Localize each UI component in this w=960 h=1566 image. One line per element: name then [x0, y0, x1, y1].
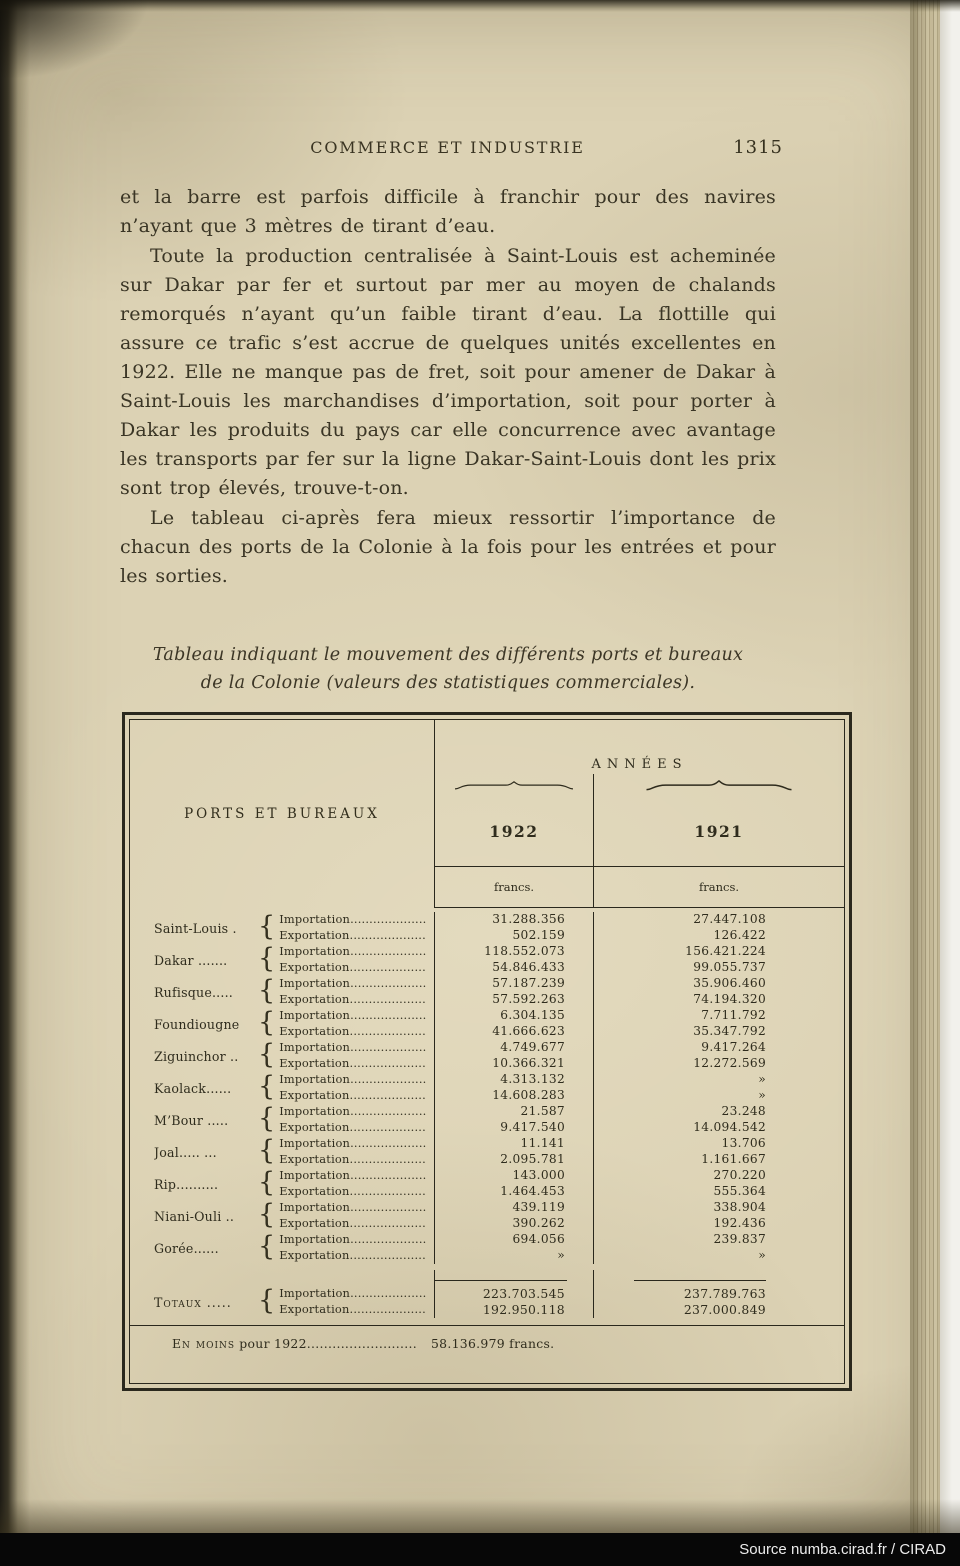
importation-value-1922: 11.141 — [520, 1136, 565, 1150]
exportation-value-1921: » — [758, 1087, 766, 1102]
port-cell — [130, 1232, 435, 1264]
importation-value-1921: 9.417.264 — [701, 1040, 766, 1054]
table-footer — [130, 1326, 844, 1355]
brace-decoration: { — [258, 911, 276, 942]
paragraph: Le tableau ci-après fera mieux ressortir l’importance de chacun des ports de la Colonie à la fois pour les entrées et pour les sorties. — [120, 507, 776, 587]
importation-label: Importation.................... — [279, 1286, 427, 1301]
value-cell-1922 — [435, 1286, 593, 1318]
value-cell-1922 — [435, 1136, 593, 1168]
exportation-value-1921: 35.347.792 — [693, 1023, 766, 1038]
exportation-value-1921: 14.094.542 — [693, 1119, 766, 1134]
running-title: COMMERCE ET INDUSTRIE — [310, 138, 585, 157]
value-cell-1922 — [435, 1104, 593, 1136]
years-header: ANNÉES — [591, 757, 688, 772]
footer-leader-dots: .......................... — [306, 1336, 417, 1351]
value-cell-1921 — [593, 1168, 844, 1200]
importation-value-1921: 27.447.108 — [693, 912, 766, 926]
brace-decoration: { — [258, 1039, 276, 1070]
importation-value-1921: 35.906.460 — [693, 976, 766, 990]
years-header-area — [435, 720, 844, 908]
value-cell-1922 — [435, 976, 593, 1008]
importation-label: Importation.................... — [279, 1040, 427, 1055]
importation-value-1921: » — [758, 1072, 766, 1086]
statistics-table — [122, 712, 852, 1391]
exportation-label: Exportation.................... — [279, 1152, 426, 1166]
port-name: Saint-Louis . — [154, 920, 237, 936]
importation-value-1922: 4.313.132 — [500, 1072, 565, 1086]
source-attribution: Source numba.cirad.fr / CIRAD — [739, 1541, 946, 1558]
importation-value-1922: 694.056 — [512, 1232, 565, 1246]
flow-labels — [279, 1232, 434, 1263]
port-name: M’Bour ..... — [154, 1112, 229, 1128]
port-cell — [130, 1104, 435, 1136]
table-body — [130, 908, 844, 1264]
source-bar — [0, 1533, 960, 1566]
value-cell-1922 — [435, 1232, 593, 1264]
port-cell — [130, 1136, 435, 1168]
value-cell-1922 — [435, 944, 593, 976]
importation-label: Importation.................... — [279, 1008, 427, 1023]
importation-label: Importation.................... — [279, 976, 427, 991]
exportation-value-1921: 555.364 — [713, 1183, 766, 1198]
exportation-value-1922: 14.608.283 — [492, 1087, 565, 1102]
value-cell-1921 — [593, 1072, 844, 1104]
brace-decoration: { — [258, 943, 276, 974]
brace-decoration: { — [258, 1071, 276, 1102]
table-row — [130, 1104, 844, 1136]
port-cell — [130, 1200, 435, 1232]
value-cell-1922 — [435, 1168, 593, 1200]
table-row — [130, 1286, 844, 1318]
exportation-value-1922: 1.464.453 — [500, 1183, 565, 1198]
table-row — [130, 1072, 844, 1104]
port-cell — [130, 1008, 435, 1040]
value-cell-1921 — [593, 976, 844, 1008]
flow-labels — [279, 1136, 434, 1167]
exportation-label: Exportation.................... — [279, 1024, 426, 1038]
importation-value-1921: 239.837 — [713, 1232, 766, 1246]
importation-value-1921: 338.904 — [713, 1200, 766, 1214]
value-cell-1921 — [593, 1136, 844, 1168]
port-name: Dakar ....... — [154, 952, 228, 968]
caption-line: Tableau indiquant le mouvement des différents ports et bureaux — [152, 645, 744, 665]
exportation-label: Exportation.................... — [279, 992, 426, 1006]
table-caption — [110, 641, 786, 697]
exportation-value-1922: 502.159 — [512, 927, 565, 942]
importation-value-1922: 118.552.073 — [484, 944, 565, 958]
totals-separator-row — [130, 1270, 844, 1286]
unit-label-1922: francs. — [493, 880, 534, 894]
importation-label: Importation.................... — [279, 1232, 427, 1247]
port-name: Foundiougne — [154, 1016, 240, 1032]
exportation-label: Exportation.................... — [279, 1088, 426, 1102]
exportation-value-1922: 57.592.263 — [492, 991, 565, 1006]
table-row — [130, 1040, 844, 1072]
year-brace-ornament — [644, 780, 794, 791]
importation-label: Importation.................... — [279, 1168, 427, 1183]
value-cell-1922 — [435, 1072, 593, 1104]
brace-decoration: { — [258, 1231, 276, 1262]
flow-labels — [279, 976, 434, 1007]
paragraph: et la barre est parfois difficile à franchir pour des navires n’ayant que 3 mètres de tirant d’eau. — [120, 186, 776, 237]
importation-value-1922: 143.000 — [512, 1168, 565, 1182]
table-row — [130, 1168, 844, 1200]
flow-labels — [279, 944, 434, 975]
flow-labels — [279, 1104, 434, 1135]
exportation-label: Exportation.................... — [279, 1120, 426, 1134]
table-row — [130, 1136, 844, 1168]
exportation-label: Exportation.................... — [279, 1216, 426, 1230]
body-text — [120, 183, 776, 592]
flow-labels — [279, 1008, 434, 1039]
value-cell-1921 — [593, 1232, 844, 1264]
page-number: 1315 — [733, 137, 783, 158]
flow-labels — [279, 1168, 434, 1199]
importation-value-1921: 23.248 — [721, 1104, 766, 1118]
caption-line: de la Colonie (valeurs des statistiques commerciales). — [200, 673, 696, 693]
port-name: Gorée...... — [154, 1240, 219, 1256]
port-cell — [130, 1040, 435, 1072]
exportation-value-1922: 41.666.623 — [492, 1023, 565, 1038]
exportation-label: Exportation.................... — [279, 1056, 426, 1070]
port-cell — [130, 1072, 435, 1104]
value-cell-1922 — [435, 912, 593, 944]
brace-decoration: { — [258, 1007, 276, 1038]
value-cell-1922 — [435, 1040, 593, 1072]
importation-value-1921: 156.421.224 — [685, 944, 766, 958]
port-name: Totaux ..... — [154, 1294, 232, 1310]
value-cell-1922 — [435, 1008, 593, 1040]
exportation-label: Exportation.................... — [279, 1184, 426, 1198]
exportation-value-1921: 1.161.667 — [701, 1151, 766, 1166]
importation-value-1921: 7.711.792 — [701, 1008, 766, 1022]
port-cell — [130, 944, 435, 976]
brace-decoration: { — [258, 1135, 276, 1166]
footer-prefix: En moins — [172, 1336, 236, 1351]
table-row — [130, 912, 844, 944]
flow-labels — [279, 912, 434, 943]
table-inner-frame — [129, 719, 845, 1384]
importation-value-1921: 270.220 — [713, 1168, 766, 1182]
port-cell — [130, 1286, 435, 1318]
port-cell — [130, 912, 435, 944]
port-name: Niani-Ouli .. — [154, 1208, 235, 1224]
footer-value: 58.136.979 francs. — [431, 1336, 555, 1351]
totals-row-slot — [130, 1286, 844, 1318]
flow-labels — [279, 1072, 434, 1103]
importation-value-1922: 21.587 — [520, 1104, 565, 1118]
exportation-label: Exportation.................... — [279, 928, 426, 942]
importation-label: Importation.................... — [279, 912, 427, 927]
port-name: Ziguinchor .. — [154, 1048, 239, 1064]
value-cell-1921 — [593, 1286, 844, 1318]
exportation-value-1922: 192.950.118 — [482, 1301, 565, 1317]
exportation-value-1922: 2.095.781 — [500, 1151, 565, 1166]
year-brace-ornament — [453, 780, 575, 791]
exportation-value-1922: » — [557, 1247, 565, 1262]
exportation-value-1921: » — [758, 1247, 766, 1262]
exportation-value-1922: 390.262 — [512, 1215, 565, 1230]
exportation-value-1921: 12.272.569 — [693, 1055, 766, 1070]
importation-label: Importation.................... — [279, 944, 427, 959]
exportation-label: Exportation.................... — [279, 1302, 426, 1316]
brace-decoration: { — [258, 975, 276, 1006]
port-name: Kaolack...... — [154, 1080, 232, 1096]
table-row — [130, 1232, 844, 1264]
exportation-label: Exportation.................... — [279, 960, 426, 974]
value-cell-1921 — [593, 944, 844, 976]
separator-line — [634, 1280, 766, 1281]
exportation-value-1921: 126.422 — [713, 927, 766, 942]
importation-value-1922: 439.119 — [512, 1200, 565, 1214]
importation-label: Importation.................... — [279, 1200, 427, 1215]
table-row — [130, 976, 844, 1008]
importation-value-1921: 13.706 — [721, 1136, 766, 1150]
importation-value-1922: 4.749.677 — [500, 1040, 565, 1054]
unit-row — [435, 867, 844, 908]
port-name: Rip.......... — [154, 1176, 219, 1192]
importation-value-1921: 237.789.763 — [683, 1286, 766, 1301]
exportation-value-1922: 54.846.433 — [492, 959, 565, 974]
importation-value-1922: 57.187.239 — [492, 976, 565, 990]
importation-value-1922: 223.703.545 — [482, 1286, 565, 1301]
exportation-value-1922: 9.417.540 — [500, 1119, 565, 1134]
value-cell-1922 — [435, 1200, 593, 1232]
exportation-value-1921: 192.436 — [713, 1215, 766, 1230]
table-row — [130, 1008, 844, 1040]
value-cell-1921 — [593, 1008, 844, 1040]
brace-decoration: { — [258, 1199, 276, 1230]
importation-label: Importation.................... — [279, 1136, 427, 1151]
brace-decoration: { — [258, 1103, 276, 1134]
exportation-label: Exportation.................... — [279, 1248, 426, 1262]
exportation-value-1922: 10.366.321 — [492, 1055, 565, 1070]
year-1922-label: 1922 — [489, 821, 539, 841]
port-name: Rufisque..... — [154, 984, 233, 1000]
importation-value-1922: 6.304.135 — [500, 1008, 565, 1022]
flow-labels — [279, 1040, 434, 1071]
year-1921-label: 1921 — [593, 796, 844, 866]
importation-label: Importation.................... — [279, 1072, 427, 1087]
footer-text: pour 1922 — [235, 1336, 307, 1351]
exportation-value-1921: 74.194.320 — [693, 991, 766, 1006]
value-cell-1921 — [593, 912, 844, 944]
brace-decoration: { — [258, 1167, 276, 1198]
port-cell — [130, 976, 435, 1008]
importation-label: Importation.................... — [279, 1104, 427, 1119]
port-cell — [130, 1168, 435, 1200]
exportation-value-1921: 99.055.737 — [693, 959, 766, 974]
flow-labels — [279, 1200, 434, 1231]
separator-line — [435, 1280, 567, 1281]
table-row — [130, 1200, 844, 1232]
exportation-value-1921: 237.000.849 — [683, 1301, 766, 1317]
table-row — [130, 944, 844, 976]
running-header — [120, 137, 783, 162]
flow-labels — [279, 1286, 434, 1317]
ports-column-header: PORTS ET BUREAUX — [130, 720, 435, 908]
value-cell-1921 — [593, 1200, 844, 1232]
brace-decoration: { — [258, 1285, 276, 1316]
value-cell-1921 — [593, 1040, 844, 1072]
unit-label-1921: francs. — [593, 867, 844, 907]
paragraph: Toute la production centralisée à Saint-Louis est acheminée sur Dakar par fer et surtout par mer au moyen de chalands remorqués n’ayant qu’un faible tirant d’eau. La flottille qui assure ce trafic s’est accrue de quelques unités excellentes en 1922. Elle ne manque pas de fret, soit pour amener de Dakar à Saint-Louis les marchandises d’importation, soit pour porter à Dakar les produits du pays car elle concurrence avec avantage les transports par fer sur la ligne Dakar-Saint-Louis dont les prix sont trop élevés, trouve-t-on. — [120, 245, 776, 499]
port-name: Joal..... ... — [154, 1144, 217, 1160]
importation-value-1922: 31.288.356 — [492, 912, 565, 926]
year-labels-row — [435, 796, 844, 867]
value-cell-1921 — [593, 1104, 844, 1136]
brace-ornaments-row — [435, 774, 844, 796]
table-header — [130, 720, 844, 908]
